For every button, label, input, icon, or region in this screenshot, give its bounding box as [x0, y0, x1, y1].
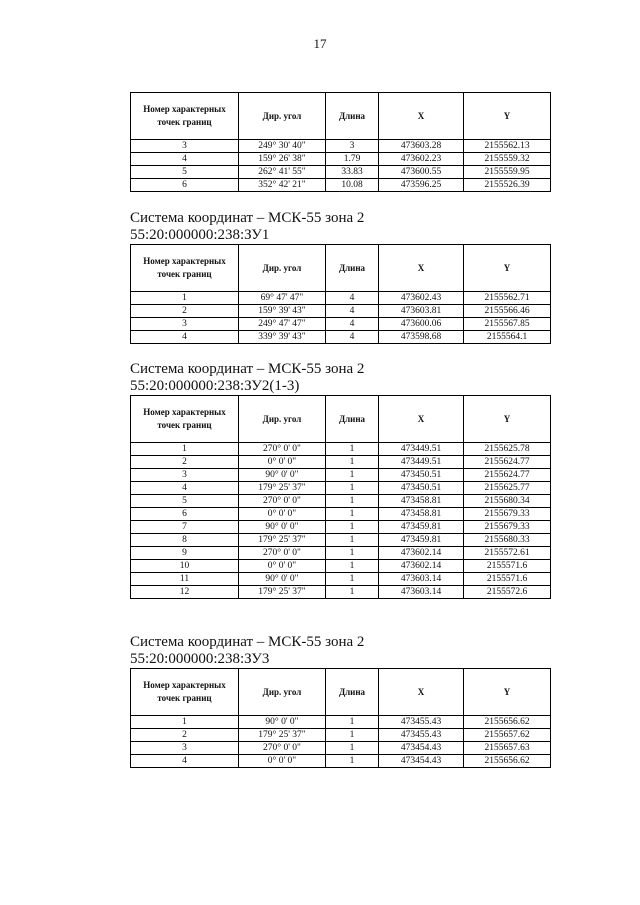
table-row [131, 508, 551, 521]
cell-point: 8 [131, 534, 239, 547]
coordinate-system-title: Система координат – МСК-55 зона 2 [130, 210, 365, 226]
cell-y: 2155656.62 [464, 716, 551, 729]
header-y: Y [464, 396, 551, 443]
cell-length: 1 [326, 456, 379, 469]
cell-y: 2155567.85 [464, 318, 551, 331]
cell-length: 10.08 [326, 179, 379, 192]
cell-angle: 0° 0' 0" [239, 508, 326, 521]
cell-x: 473600.06 [379, 318, 464, 331]
table-row [131, 521, 551, 534]
cell-angle: 90° 0' 0" [239, 521, 326, 534]
cell-angle: 69° 47' 47" [239, 292, 326, 305]
header-x: X [379, 245, 464, 292]
table-row [131, 331, 551, 344]
header-angle: Дир. угол [239, 93, 326, 140]
cell-length: 3 [326, 140, 379, 153]
cell-angle: 270° 0' 0" [239, 495, 326, 508]
header-angle: Дир. угол [239, 396, 326, 443]
header-x: X [379, 669, 464, 716]
header-point: Номер характерных точек границ [131, 93, 239, 140]
cell-y: 2155559.32 [464, 153, 551, 166]
cell-x: 473455.43 [379, 729, 464, 742]
coordinates-table [130, 244, 551, 344]
cell-x: 473603.28 [379, 140, 464, 153]
cell-y: 2155559.95 [464, 166, 551, 179]
table-row [131, 586, 551, 599]
cell-x: 473602.43 [379, 292, 464, 305]
cell-length: 1 [326, 586, 379, 599]
cell-length: 4 [326, 292, 379, 305]
table-row [131, 495, 551, 508]
cell-point: 2 [131, 729, 239, 742]
cell-angle: 270° 0' 0" [239, 443, 326, 456]
cell-point: 1 [131, 292, 239, 305]
table-row [131, 469, 551, 482]
cell-y: 2155566.46 [464, 305, 551, 318]
cell-angle: 0° 0' 0" [239, 755, 326, 768]
cell-length: 1 [326, 755, 379, 768]
cell-y: 2155624.77 [464, 456, 551, 469]
table-row [131, 140, 551, 153]
cell-length: 4 [326, 331, 379, 344]
cell-length: 1 [326, 573, 379, 586]
table-row [131, 547, 551, 560]
cell-point: 1 [131, 716, 239, 729]
cell-point: 6 [131, 508, 239, 521]
cell-x: 473450.51 [379, 469, 464, 482]
cadastral-number: 55:20:000000:238:ЗУ3 [130, 651, 270, 667]
cell-point: 11 [131, 573, 239, 586]
cell-x: 473602.23 [379, 153, 464, 166]
cell-angle: 90° 0' 0" [239, 716, 326, 729]
cell-x: 473598.68 [379, 331, 464, 344]
cell-point: 2 [131, 456, 239, 469]
table-row [131, 716, 551, 729]
cell-y: 2155572.6 [464, 586, 551, 599]
coordinates-table [130, 92, 551, 192]
table-row [131, 482, 551, 495]
cell-length: 1.79 [326, 153, 379, 166]
cell-y: 2155657.63 [464, 742, 551, 755]
cell-point: 3 [131, 140, 239, 153]
coordinates-table [130, 668, 551, 768]
table-row [131, 305, 551, 318]
table-row [131, 443, 551, 456]
cell-angle: 179° 25' 37" [239, 534, 326, 547]
cell-y: 2155625.78 [464, 443, 551, 456]
header-length: Длина [326, 93, 379, 140]
cell-x: 473459.81 [379, 521, 464, 534]
section-zu2 [130, 361, 550, 599]
cell-angle: 262° 41' 55" [239, 166, 326, 179]
cell-point: 12 [131, 586, 239, 599]
cell-length: 33.83 [326, 166, 379, 179]
header-y: Y [464, 669, 551, 716]
cell-y: 2155656.62 [464, 755, 551, 768]
cell-y: 2155562.71 [464, 292, 551, 305]
cadastral-number: 55:20:000000:238:ЗУ2(1-3) [130, 378, 300, 394]
table-header-row [131, 669, 551, 716]
header-y: Y [464, 93, 551, 140]
table-row [131, 560, 551, 573]
cell-x: 473458.81 [379, 495, 464, 508]
cell-length: 1 [326, 560, 379, 573]
cell-point: 5 [131, 166, 239, 179]
table-row [131, 166, 551, 179]
table-header-row [131, 396, 551, 443]
coordinates-table [130, 395, 551, 599]
cell-length: 1 [326, 469, 379, 482]
cell-length: 1 [326, 443, 379, 456]
table-row [131, 755, 551, 768]
section-zu1 [130, 210, 550, 344]
header-length: Длина [326, 245, 379, 292]
table-header-row [131, 245, 551, 292]
cell-x: 473602.14 [379, 547, 464, 560]
cell-angle: 159° 39' 43" [239, 305, 326, 318]
cell-point: 4 [131, 153, 239, 166]
header-x: X [379, 93, 464, 140]
cell-angle: 249° 30' 40" [239, 140, 326, 153]
cell-point: 9 [131, 547, 239, 560]
header-length: Длина [326, 669, 379, 716]
cell-length: 4 [326, 318, 379, 331]
cell-angle: 90° 0' 0" [239, 469, 326, 482]
cell-point: 4 [131, 331, 239, 344]
coordinate-system-title: Система координат – МСК-55 зона 2 [130, 361, 365, 377]
cell-point: 6 [131, 179, 239, 192]
cell-x: 473603.14 [379, 586, 464, 599]
cell-y: 2155526.39 [464, 179, 551, 192]
cell-x: 473459.81 [379, 534, 464, 547]
cell-x: 473602.14 [379, 560, 464, 573]
cell-point: 7 [131, 521, 239, 534]
cell-angle: 249° 47' 47" [239, 318, 326, 331]
cell-y: 2155679.33 [464, 521, 551, 534]
cell-point: 3 [131, 469, 239, 482]
cell-point: 1 [131, 443, 239, 456]
cell-length: 1 [326, 716, 379, 729]
cell-angle: 270° 0' 0" [239, 742, 326, 755]
cadastral-number: 55:20:000000:238:ЗУ1 [130, 227, 270, 243]
cell-length: 1 [326, 508, 379, 521]
cell-point: 3 [131, 742, 239, 755]
table-row [131, 573, 551, 586]
cell-angle: 0° 0' 0" [239, 560, 326, 573]
cell-length: 1 [326, 482, 379, 495]
cell-point: 4 [131, 482, 239, 495]
cell-x: 473600.55 [379, 166, 464, 179]
cell-x: 473603.81 [379, 305, 464, 318]
cell-angle: 179° 25' 37" [239, 729, 326, 742]
cell-length: 4 [326, 305, 379, 318]
header-y: Y [464, 245, 551, 292]
cell-x: 473603.14 [379, 573, 464, 586]
cell-point: 10 [131, 560, 239, 573]
table-row [131, 729, 551, 742]
header-point: Номер характерных точек границ [131, 245, 239, 292]
coordinate-system-title: Система координат – МСК-55 зона 2 [130, 634, 365, 650]
cell-length: 1 [326, 534, 379, 547]
cell-x: 473455.43 [379, 716, 464, 729]
table-row [131, 456, 551, 469]
cell-angle: 159° 26' 38" [239, 153, 326, 166]
cell-angle: 90° 0' 0" [239, 573, 326, 586]
cell-y: 2155679.33 [464, 508, 551, 521]
cell-point: 5 [131, 495, 239, 508]
cell-length: 1 [326, 742, 379, 755]
cell-y: 2155625.77 [464, 482, 551, 495]
cell-x: 473450.51 [379, 482, 464, 495]
section-continuation [130, 92, 550, 192]
cell-length: 1 [326, 547, 379, 560]
header-length: Длина [326, 396, 379, 443]
cell-x: 473596.25 [379, 179, 464, 192]
cell-y: 2155562.13 [464, 140, 551, 153]
cell-angle: 179° 25' 37" [239, 586, 326, 599]
cell-y: 2155571.6 [464, 560, 551, 573]
header-x: X [379, 396, 464, 443]
cell-y: 2155680.33 [464, 534, 551, 547]
cell-x: 473449.51 [379, 456, 464, 469]
cell-x: 473458.81 [379, 508, 464, 521]
cell-point: 2 [131, 305, 239, 318]
table-row [131, 742, 551, 755]
table-row [131, 179, 551, 192]
header-angle: Дир. угол [239, 245, 326, 292]
cell-angle: 270° 0' 0" [239, 547, 326, 560]
cell-y: 2155572.61 [464, 547, 551, 560]
cell-point: 4 [131, 755, 239, 768]
header-point: Номер характерных точек границ [131, 669, 239, 716]
cell-angle: 339° 39' 43" [239, 331, 326, 344]
table-row [131, 318, 551, 331]
table-row [131, 534, 551, 547]
cell-angle: 0° 0' 0" [239, 456, 326, 469]
page-number: 17 [313, 36, 327, 51]
cell-angle: 179° 25' 37" [239, 482, 326, 495]
cell-point: 3 [131, 318, 239, 331]
cell-y: 2155680.34 [464, 495, 551, 508]
cell-y: 2155564.1 [464, 331, 551, 344]
table-header-row [131, 93, 551, 140]
cell-y: 2155571.6 [464, 573, 551, 586]
cell-y: 2155657.62 [464, 729, 551, 742]
cell-y: 2155624.77 [464, 469, 551, 482]
cell-x: 473454.43 [379, 742, 464, 755]
cell-x: 473449.51 [379, 443, 464, 456]
table-row [131, 153, 551, 166]
cell-length: 1 [326, 729, 379, 742]
table-row [131, 292, 551, 305]
header-point: Номер характерных точек границ [131, 396, 239, 443]
cell-x: 473454.43 [379, 755, 464, 768]
cell-length: 1 [326, 521, 379, 534]
cell-length: 1 [326, 495, 379, 508]
header-angle: Дир. угол [239, 669, 326, 716]
section-zu3 [130, 634, 550, 768]
cell-angle: 352° 42' 21" [239, 179, 326, 192]
